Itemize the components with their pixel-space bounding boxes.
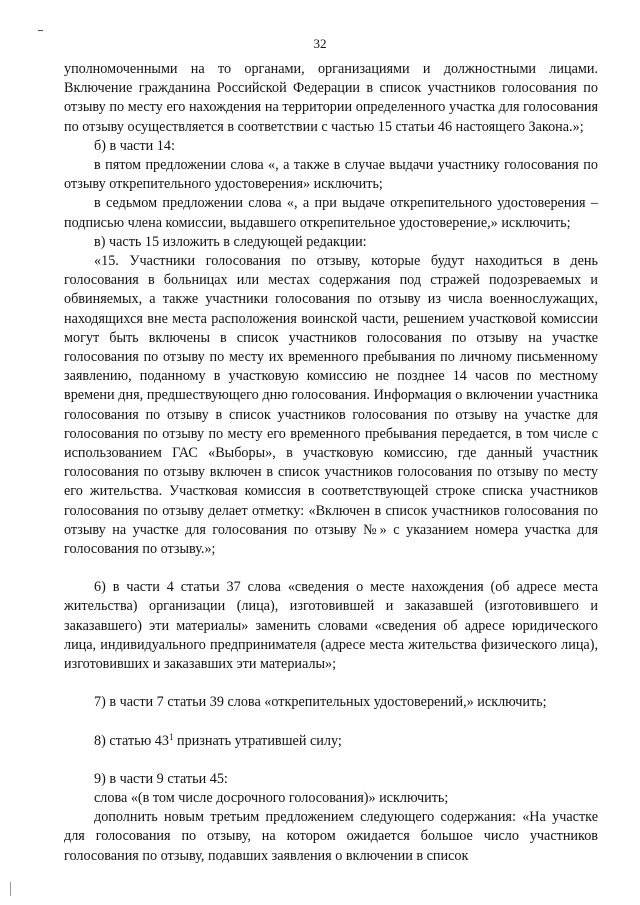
footnote-mark: 1 <box>168 731 174 742</box>
paragraph-item-8 <box>64 732 598 751</box>
paragraph-item-9-words: слова «(в том числе досрочного голосования)» исключить; <box>94 789 449 806</box>
paragraph-continuation: уполномоченными на то органами, организациями и должностными лицами. Включение гражданина Российской Федерации в список участников голосования по отзыву по месту его нахождения на территории определенного участка для голосования по отзыву осуществляется в соответствии с частью 15 статьи 46 настоящего Закона.»; <box>64 61 598 135</box>
item-8-start: 8) статью 43 <box>94 732 169 749</box>
scan-mark-bottom <box>10 882 11 896</box>
item-8-end: признать утратившей силу; <box>177 732 342 749</box>
paragraph-part-15: «15. Участники голосования по отзыву, которые будут находиться в день голосования в больницах или местах содержания под стражей подозреваемых и обвиняемых, а также участники голосования по отзыву из числа военнослужащих, находящихся вне места расположения воинской части, решением участковой комиссии могут быть включены в список участников голосования по отзыву на участке голосования по отзыву по месту их временного пребывания по личному письменному заявлению, поданному в участковую комиссию не позднее 14 часов по местному времени дня, предшествующего дню голосования. Информация о включении участника голосования по отзыву в список участников голосования по отзыву на участке для голосования по отзыву по месту его временного пребывания передается, в том числе с использованием ГАС «Выборы», в участковую комиссию, где данный участник голосования по отзыву включен в список участников голосования по отзыву по месту его жительства. Участковая комиссия в соответствующей строке списка участников голосования по отзыву делает отметку: «Включен в список участников голосования по отзыву на участке для голосования по отзыву №» с указанием номера участка для голосования по отзыву.»; <box>64 253 598 558</box>
paragraph-item-b: б) в части 14: <box>94 137 175 154</box>
paragraph-item-9: 9) в части 9 статьи 45: <box>94 770 228 787</box>
page-number: 32 <box>313 36 327 51</box>
paragraph-seventh-sentence: в седьмом предложении слова «, а при выдаче открепительного удостоверения – подписью члена комиссии, выдавшего открепительное удостоверение,» исключить; <box>64 195 598 231</box>
scan-mark <box>38 30 43 31</box>
document-body <box>64 60 598 866</box>
paragraph-item-v: в) часть 15 изложить в следующей редакции: <box>94 233 367 250</box>
paragraph-item-6: 6) в части 4 статьи 37 слова «сведения о месте нахождения (об адресе места жительства) организации (лица), изготовившей и заказавшей (изготовившего и заказавшего) эти материалы» заменить словами «сведения об адресе юридического лица, индивидуального предпринимателя (адресе места жительства физического лица), изготовивших и заказавших эти материалы»; <box>64 579 598 673</box>
paragraph-fifth-sentence: в пятом предложении слова «, а также в случае выдачи участнику голосования по отзыву открепительного удостоверения» исключить; <box>64 157 598 193</box>
paragraph-item-9-add: дополнить новым третьим предложением следующего содержания: «На участке для голосования по отзыву, на котором ожидается большое число участников голосования по отзыву, подавших заявления о включении в список <box>64 809 598 864</box>
paragraph-item-7: 7) в части 7 статьи 39 слова «открепительных удостоверений,» исключить; <box>94 694 547 711</box>
